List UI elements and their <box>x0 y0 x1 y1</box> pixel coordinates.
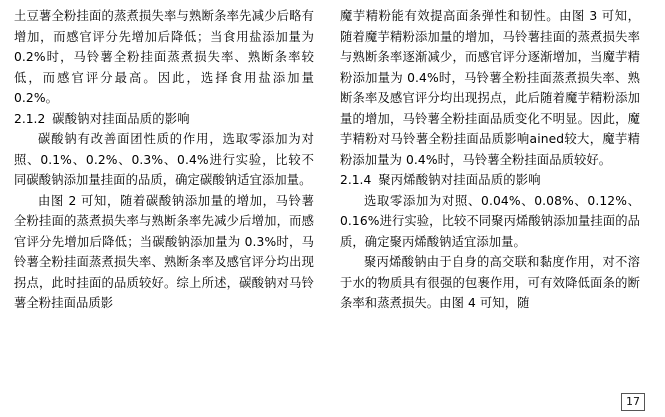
section-title: 碳酸钠对挂面品质的影响 <box>52 111 190 126</box>
section-number: 2.1.4 <box>340 173 372 187</box>
section-heading <box>340 170 640 191</box>
right-column <box>340 6 640 314</box>
page-number: 17 <box>621 393 645 411</box>
paragraph: 碳酸钠有改善面团性质的作用，选取零添加为对照、0.1%、0.2%、0.3%、0.4%进行实验，比较不同碳酸钠添加量挂面的品质，确定碳酸钠适宜添加量。 <box>14 132 314 187</box>
section-number: 2.1.2 <box>14 111 46 126</box>
two-column-body <box>14 6 647 314</box>
section-title: 聚丙烯酸钠对挂面品质的影响 <box>378 173 541 187</box>
paragraph: 土豆薯全粉挂面的蒸煮损失率与熟断条率先减少后略有增加，而感官评分先增加后降低；当食用盐添加量为 0.2%时，马铃薯全粉挂面蒸煮损失率、熟断条率较低，而感官评分最高。因此，选择食用盐添加量 0.2%。 <box>14 9 314 105</box>
paragraph: 选取零添加为对照、0.04%、0.08%、0.12%、0.16%进行实验，比较不同聚丙烯酸钠添加量挂面的品质，确定聚丙烯酸钠适宜添加量。 <box>340 193 640 249</box>
paragraph: 聚丙烯酸钠由于自身的高交联和黏度作用，对不溶于水的物质具有很强的包裹作用，可有效降低面条的断条率和蒸煮损失。由图 4 可知，随 <box>340 255 640 310</box>
section-heading <box>14 109 314 130</box>
paragraph: 魔芋精粉能有效提高面条弹性和韧性。由图 3 可知，随着魔芋精粉添加量的增加，马铃薯挂面的蒸煮损失率与熟断条率逐渐减少，而感官评分逐渐增加，当魔芋精粉添加量为 0.4%时，马铃薯全粉挂面蒸煮损失率、熟断条率及感官评分均出现拐点，此后随着魔芋精粉添加量的增加，马铃薯全粉挂面品质变化不明显。因此，魔芋精粉对马铃薯全粉挂面品质影响ained较大，魔芋精粉添加量为 0.4%时，马铃薯全粉挂面品质较好。 <box>340 9 640 167</box>
paragraph: 由图 2 可知，随着碳酸钠添加量的增加，马铃薯全粉挂面的蒸煮损失率与熟断条率先减少后增加，而感官评分先增加后降低；当碳酸钠添加量为 0.3%时，马铃薯全粉挂面蒸煮损失率、熟断条率及感官评分均出现拐点，此时挂面的品质较好。综上所述，碳酸钠对马铃薯全粉挂面品质影 <box>14 193 314 310</box>
left-column <box>14 6 314 314</box>
